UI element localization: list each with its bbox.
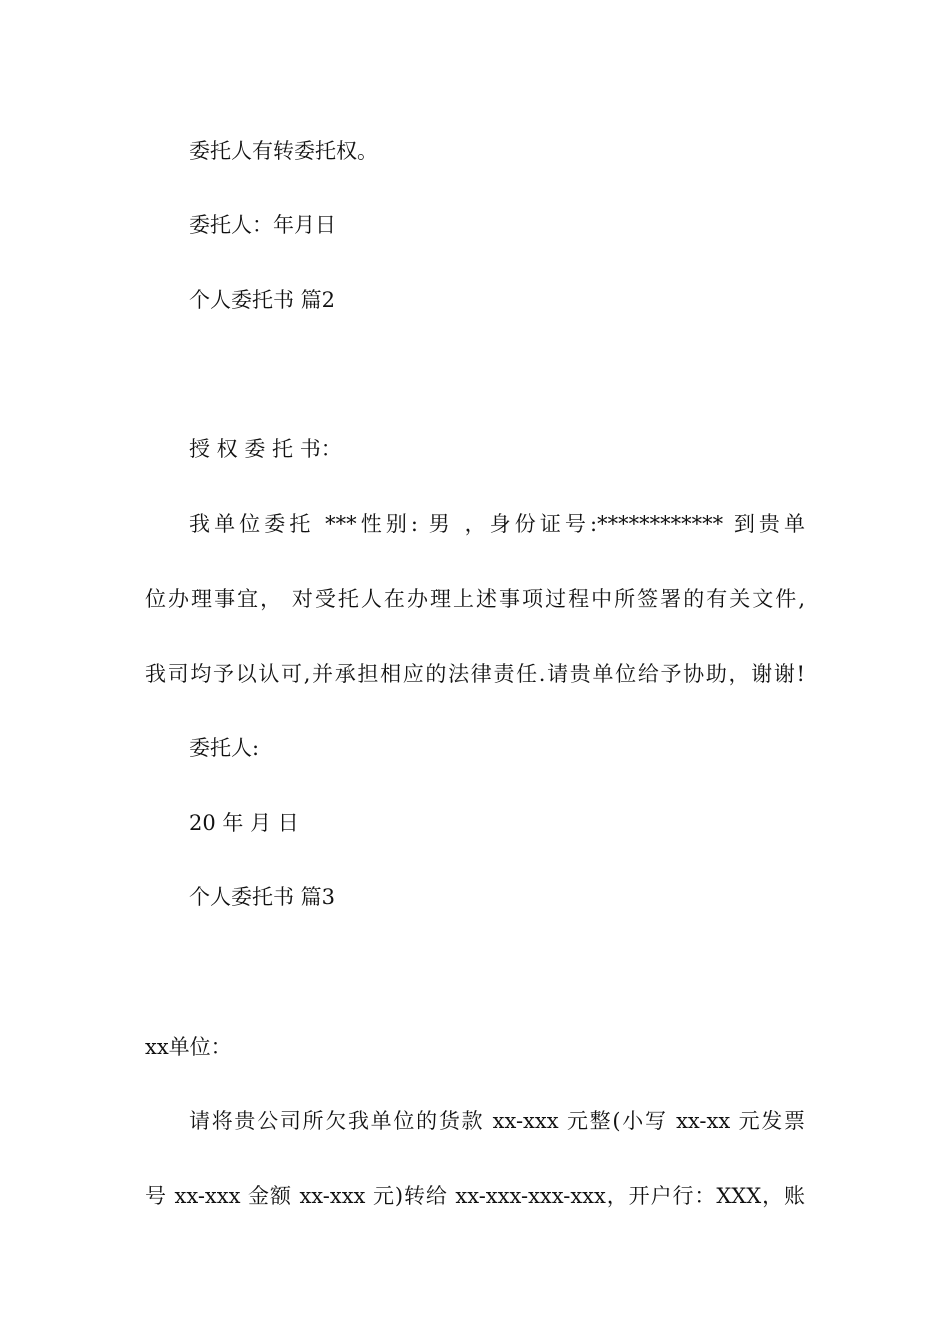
paragraph-payment-line-2: 号 xx-xxx 金额 xx-xxx 元)转给 xx-xxx-xxx-xxx，开户行：XXX，账 (145, 1184, 805, 1208)
principal-label: 委托人: (189, 736, 260, 760)
recipient-salutation: xx单位： (145, 1035, 232, 1059)
letter-title: 授 权 委 托 书： (189, 437, 342, 461)
section-heading-3: 个人委托书 篇3 (189, 885, 336, 909)
paragraph-payment-line-1: 请将贵公司所欠我单位的货款 xx-xxx 元整(小写 xx-xx 元发票 (189, 1109, 805, 1133)
paragraph-body-line-1: 我单位委托 ***性别: 男 ，身份证号:************ 到贵单 (189, 512, 805, 536)
paragraph-body-line-2: 位办理事宜， 对受托人在办理上述事项过程中所签署的有关文件, (145, 587, 805, 611)
date-line: 20 年 月 日 (189, 811, 299, 835)
paragraph-body-line-3: 我司均予以认可,并承担相应的法律责任.请贵单位给予协助，谢谢! (145, 662, 805, 686)
paragraph-transfer-authority: 委托人有转委托权。 (189, 139, 378, 163)
paragraph-principal-date: 委托人：年月日 (189, 213, 336, 237)
section-heading-2: 个人委托书 篇2 (189, 288, 336, 312)
